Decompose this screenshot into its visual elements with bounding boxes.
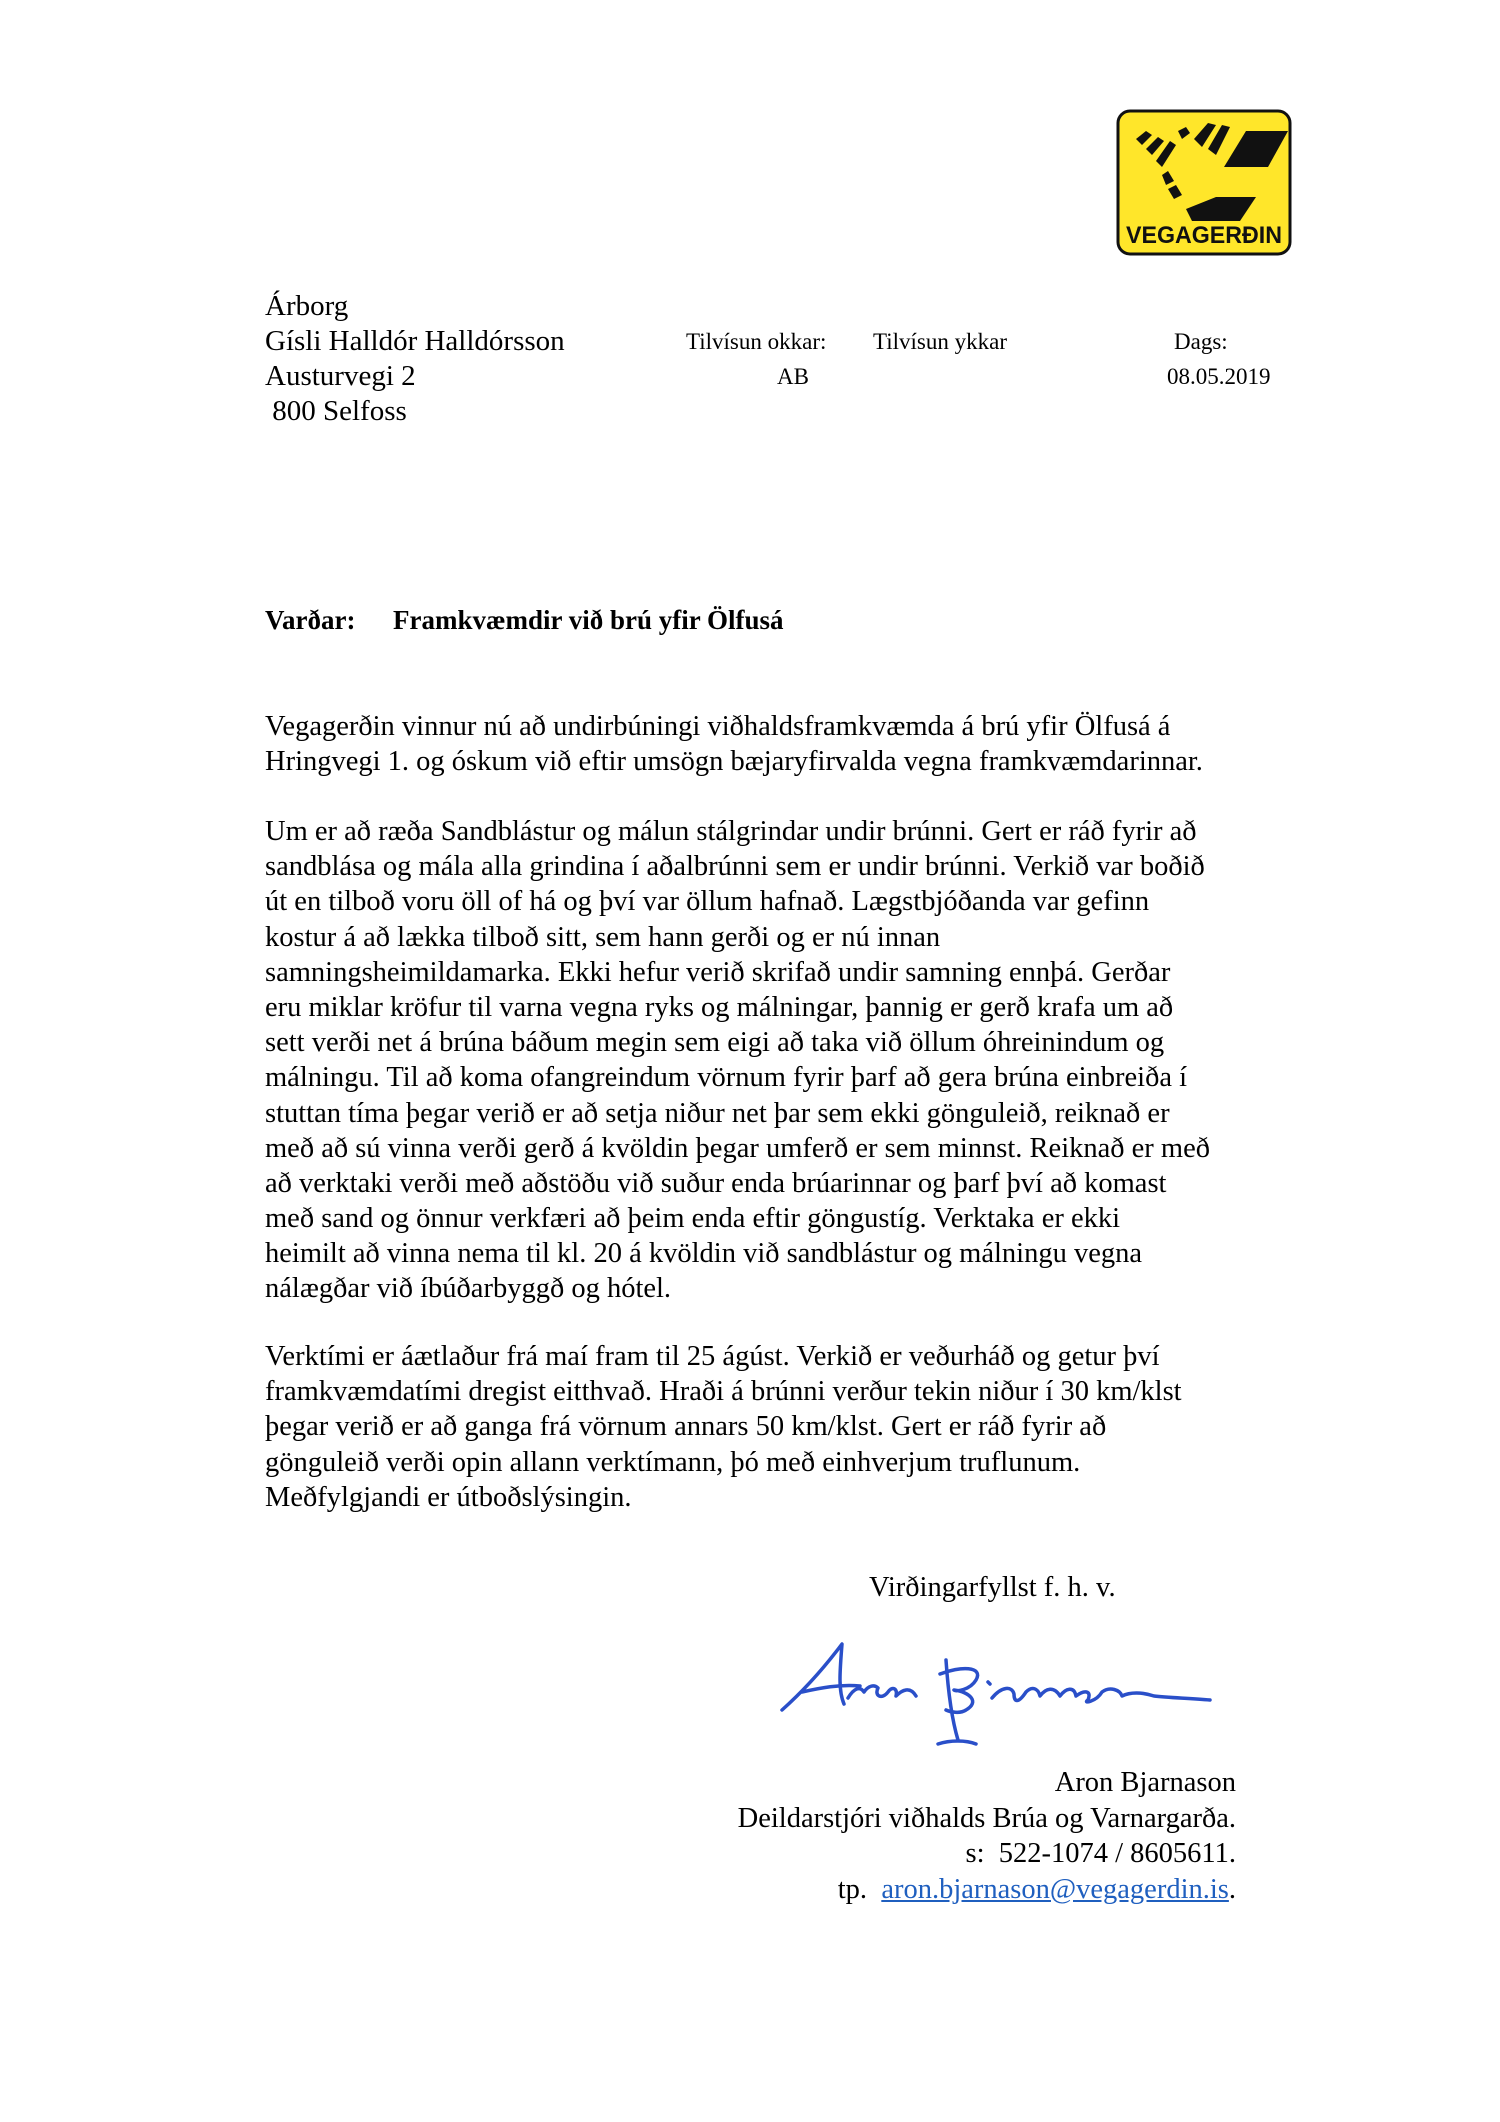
body-line: út en tilboð voru öll of há og því var öllum hafnað. Lægstbjóðanda var gefinn	[265, 886, 1150, 918]
body-line: Um er að ræða Sandblástur og málun stálgrindar undir brúnni. Gert er ráð fyrir að	[265, 816, 1197, 847]
recipient-line: 800 Selfoss	[265, 395, 407, 427]
subject-line	[265, 605, 784, 636]
body-line: samningsheimildamarka. Ekki hefur verið skrifað undir samning ennþá. Gerðar	[265, 956, 1171, 988]
body-paragraph-3	[265, 1339, 1182, 1515]
signer-block	[738, 1765, 1236, 1907]
body-line: sett verði net á brúna báðum megin sem eigi að taka við öllum óhreinindum og	[265, 1027, 1165, 1059]
recipient-line: Gísli Halldór Halldórsson	[265, 325, 565, 357]
body-line: nálægðar við íbúðarbyggð og hótel.	[265, 1273, 672, 1305]
your-ref-label: Tilvísun ykkar	[873, 329, 1007, 354]
signer-name: Aron Bjarnason	[1054, 1767, 1236, 1798]
signer-email-line	[738, 1872, 1236, 1908]
body-paragraph-2	[265, 814, 1210, 1307]
body-line: Meðfylgjandi er útboðslýsingin.	[265, 1481, 632, 1513]
our-ref-label: Tilvísun okkar:	[686, 329, 827, 354]
body-line: með sand og önnur verkfæri að þeim enda eftir göngustíg. Verktaka er ekki	[265, 1203, 1121, 1235]
signer-phone: s: 522-1074 / 8605611.	[965, 1838, 1236, 1869]
body-line: að verktaki verði með aðstöðu við suður enda brúarinnar og þarf því að komast	[265, 1167, 1167, 1199]
email-suffix: .	[1228, 1873, 1236, 1905]
recipient-line: Árborg	[265, 290, 349, 322]
date-label: Dags:	[1174, 329, 1228, 354]
svg-text:VEGAGERÐIN: VEGAGERÐIN	[1126, 222, 1282, 249]
body-line: sandblása og mála alla grindina í aðalbrúnni sem er undir brúnni. Verkið var boðið	[265, 851, 1205, 883]
body-line: framkvæmdatími dregist eitthvað. Hraði á brúnni verður tekin niður í 30 km/klst	[265, 1376, 1182, 1408]
closing: Virðingarfyllst f. h. v.	[869, 1572, 1116, 1603]
body-line: Vegagerðin vinnur nú að undirbúningi viðhaldsframkvæmda á brú yfir Ölfusá á	[265, 711, 1171, 742]
our-ref-value: AB	[777, 364, 809, 389]
vegagerdin-logo	[1116, 109, 1292, 256]
body-line: þegar verið er að ganga frá vörnum annars 50 km/klst. Gert er ráð fyrir að	[265, 1411, 1107, 1443]
body-line: málningu. Til að koma ofangreindum vörnum fyrir þarf að gera brúna einbreiða í	[265, 1062, 1188, 1094]
subject-label: Varðar:	[265, 605, 356, 635]
body-line: stuttan tíma þegar verið er að setja niður net þar sem ekki gönguleið, reiknað er	[265, 1097, 1170, 1129]
body-line: eru miklar kröfur til varna vegna ryks og málningar, þannig er gerð krafa um að	[265, 991, 1174, 1023]
body-line: heimilt að vinna nema til kl. 20 á kvöldin við sandblástur og málningu vegna	[265, 1238, 1143, 1270]
body-line: gönguleið verði opin allann verktímann, þó með einhverjum truflunum.	[265, 1446, 1081, 1478]
handwritten-signature	[770, 1640, 1230, 1750]
body-line: Verktími er áætlaður frá maí fram til 25 ágúst. Verkið er veðurháð og getur því	[265, 1341, 1160, 1372]
subject-text: Framkvæmdir við brú yfir Ölfusá	[393, 605, 784, 635]
body-line: Hringvegi 1. og óskum við eftir umsögn bæjaryfirvalda vegna framkvæmdarinnar.	[265, 746, 1203, 778]
body-paragraph-1	[265, 709, 1203, 779]
body-line: með að sú vinna verði gerð á kvöldin þegar umferð er sem minnst. Reiknað er með	[265, 1132, 1210, 1164]
email-prefix: tp.	[837, 1873, 882, 1905]
email-link[interactable]: aron.bjarnason@vegagerdin.is	[881, 1873, 1229, 1905]
recipient-address	[265, 289, 565, 429]
date-value: 08.05.2019	[1167, 364, 1271, 389]
signer-title: Deildarstjóri viðhalds Brúa og Varnargarða.	[737, 1802, 1236, 1834]
body-line: kostur á að lækka tilboð sitt, sem hann gerði og er nú innan	[265, 921, 941, 953]
recipient-line: Austurvegi 2	[265, 360, 416, 392]
